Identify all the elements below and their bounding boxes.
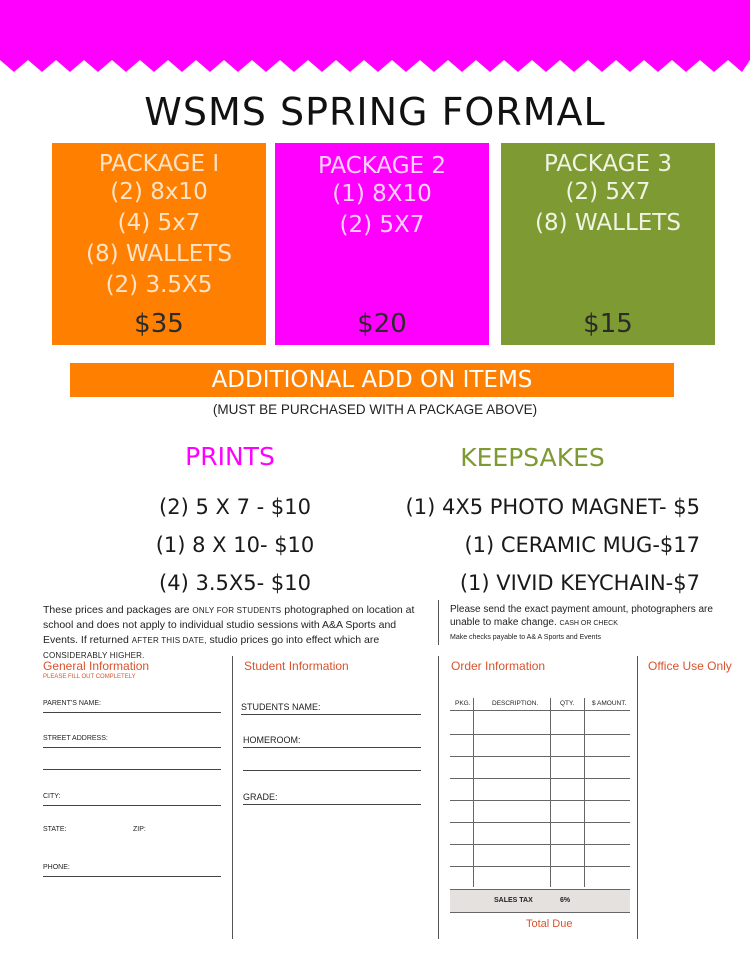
order-col-header: QTY. xyxy=(560,700,575,707)
keepsakes-list xyxy=(380,488,700,602)
grade-field[interactable]: GRADE: xyxy=(243,792,421,805)
disclaimer-part: CONSIDERABLY HIGHER. xyxy=(43,651,145,660)
homeroom-line-2[interactable] xyxy=(243,758,421,771)
divider xyxy=(438,656,439,939)
state-field[interactable]: STATE: xyxy=(43,826,67,833)
phone-field[interactable]: PHONE: xyxy=(43,864,221,877)
disclaimer-part: These prices and packages are xyxy=(43,604,193,616)
order-col-header: PKG. xyxy=(455,700,471,707)
package-item: (1) 8X10 xyxy=(332,181,432,207)
general-info-subheading: PLEASE FILL OUT COMPLETELY xyxy=(43,674,136,680)
homeroom-field[interactable]: HOMEROOM: xyxy=(243,735,421,748)
total-due-label: Total Due xyxy=(526,918,573,930)
order-row-line xyxy=(450,844,630,845)
order-row-line xyxy=(450,866,630,867)
print-item: (4) 3.5X5- $10 xyxy=(159,571,311,595)
package-item: (2) 5X7 xyxy=(339,212,425,238)
package-item: (2) 8x10 xyxy=(110,179,208,205)
order-row-line xyxy=(450,800,630,801)
disclaimer-part: AFTER THIS DATE, xyxy=(131,636,207,645)
order-table xyxy=(450,698,630,912)
order-col-line xyxy=(473,698,474,887)
street-address-field[interactable]: STREET ADDRESS: xyxy=(43,735,221,748)
zip-field[interactable]: ZIP: xyxy=(133,826,146,833)
zigzag-banner xyxy=(0,0,750,80)
package-price: $20 xyxy=(357,309,407,339)
prints-list xyxy=(120,488,350,602)
package-price: $35 xyxy=(134,309,184,339)
payment-payable: Make checks payable to A& A Sports and Events xyxy=(450,634,601,641)
print-item: (1) 8 X 10- $10 xyxy=(155,533,315,557)
package-item: (8) WALLETS xyxy=(86,241,232,267)
order-row-line xyxy=(450,734,630,735)
package-item: (8) WALLETS xyxy=(535,210,681,236)
package-name: PACKAGE 2 xyxy=(317,153,447,179)
divider xyxy=(637,656,638,939)
order-row-line xyxy=(450,710,630,711)
street-address-line-2[interactable] xyxy=(43,757,221,770)
keepsake-item: (1) CERAMIC MUG-$17 xyxy=(464,533,700,557)
keepsake-item: (1) VIVID KEYCHAIN-$7 xyxy=(459,571,700,595)
office-use-heading: Office Use Only xyxy=(648,659,732,673)
disclaimer-text xyxy=(43,603,433,663)
print-item: (2) 5 X 7 - $10 xyxy=(159,495,311,519)
disclaimer-part: ONLY FOR STUDENTS xyxy=(192,606,282,615)
payment-note xyxy=(450,603,745,644)
student-info-heading: Student Information xyxy=(244,659,349,673)
sales-tax-label: SALES TAX xyxy=(494,897,533,904)
order-row-line xyxy=(450,756,630,757)
package-3-card xyxy=(501,143,715,345)
payment-cash-check: CASH OR CHECK xyxy=(559,620,618,627)
sales-tax-row xyxy=(450,889,630,913)
keepsake-item: (1) 4X5 PHOTO MAGNET- $5 xyxy=(405,495,700,519)
divider xyxy=(232,656,233,939)
package-item: (4) 5x7 xyxy=(117,210,201,236)
addon-heading-bar: ADDITIONAL ADD ON ITEMS xyxy=(70,363,674,397)
divider xyxy=(438,600,439,645)
addon-note: (MUST BE PURCHASED WITH A PACKAGE ABOVE) xyxy=(212,402,538,417)
city-field[interactable]: CITY: xyxy=(43,793,221,806)
disclaimer-part: photographed on location at school and does not apply to individual studio sessions with A&A Sports and Events. If returned xyxy=(43,604,415,646)
prints-heading: PRINTS xyxy=(185,442,275,471)
package-item: (2) 5X7 xyxy=(565,179,651,205)
page-title: WSMS SPRING FORMAL xyxy=(144,90,606,134)
keepsakes-heading: KEEPSAKES xyxy=(460,443,605,472)
student-name-field[interactable]: STUDENTS NAME: xyxy=(241,702,421,715)
order-row-line xyxy=(450,778,630,779)
disclaimer-part: studio prices go into effect which are xyxy=(206,634,380,646)
order-row-line xyxy=(450,822,630,823)
package-price: $15 xyxy=(583,309,633,339)
package-item: (2) 3.5X5 xyxy=(105,272,213,298)
order-col-line xyxy=(584,698,585,887)
sales-tax-rate: 6% xyxy=(560,897,571,904)
general-info-heading: General Information xyxy=(43,659,150,673)
package-1-card xyxy=(52,143,266,345)
order-col-header: $ AMOUNT. xyxy=(592,700,627,707)
package-2-card xyxy=(275,143,489,345)
order-col-header: DESCRIPTION. xyxy=(492,700,539,707)
parent-name-field[interactable]: PARENT'S NAME: xyxy=(43,700,221,713)
order-info-heading: Order Information xyxy=(451,659,546,673)
order-col-line xyxy=(550,698,551,887)
package-name: PACKAGE I xyxy=(98,151,220,177)
payment-text: Please send the exact payment amount, photographers are unable to make change. xyxy=(450,604,713,628)
package-name: PACKAGE 3 xyxy=(543,151,673,177)
